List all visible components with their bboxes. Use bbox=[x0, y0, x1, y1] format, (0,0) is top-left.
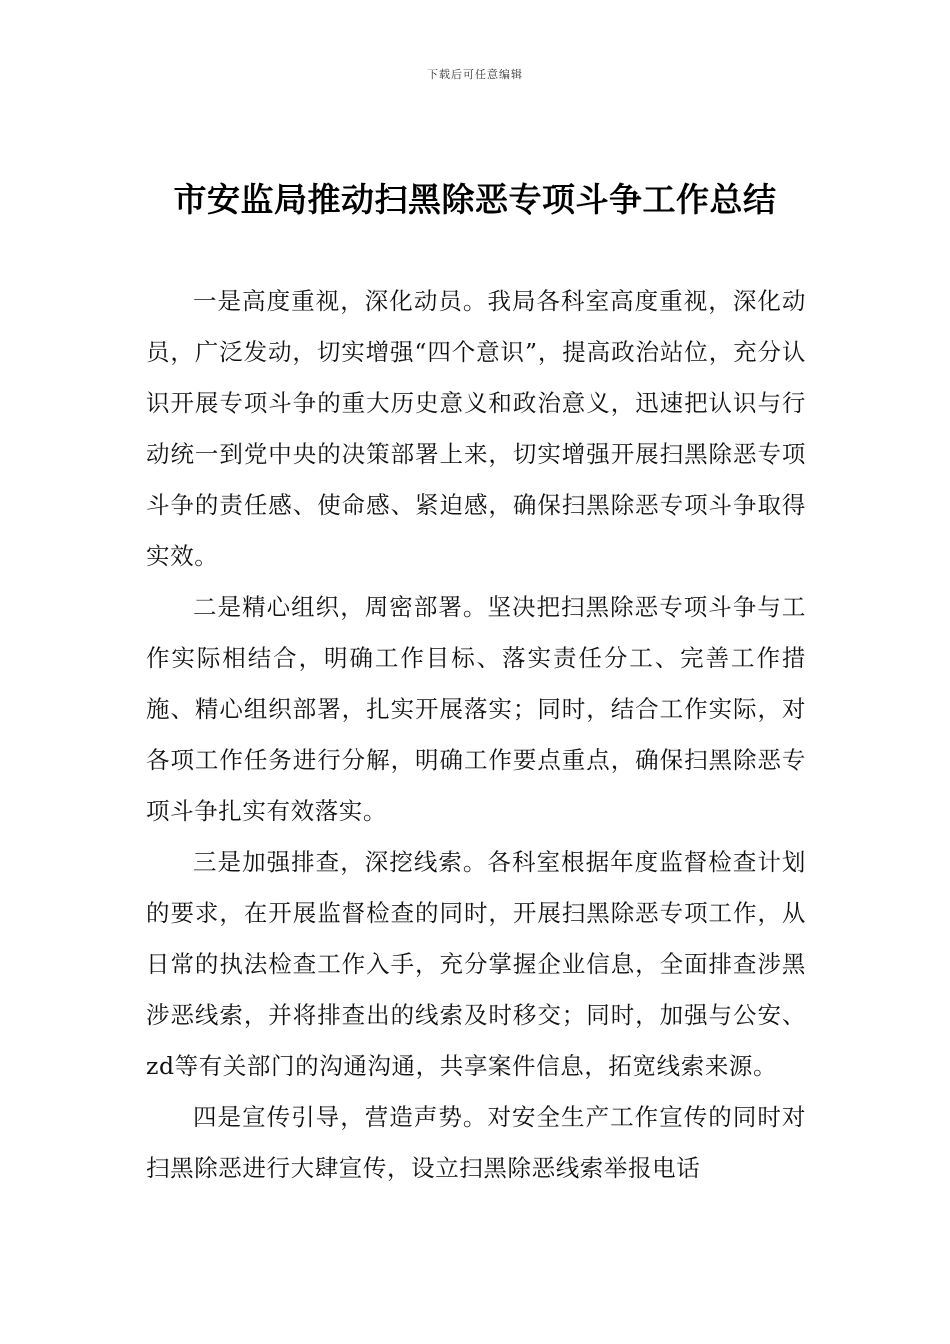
paragraph-2: 二是精心组织，周密部署。坚决把扫黑除恶专项斗争与工作实际相结合，明确工作目标、落实责任分工、完善工作措施、精心组织部署，扎实开展落实；同时，结合工作实际，对各项工作任务进行分解，明确工作要点重点，确保扫黑除恶专项斗争扎实有效落实。 bbox=[146, 593, 806, 825]
document-body bbox=[146, 276, 806, 1194]
paragraph-4: 四是宣传引导，营造声势。对安全生产工作宣传的同时对扫黑除恶进行大肆宣传，设立扫黑除恶线索举报电话 bbox=[146, 1103, 806, 1182]
header-note: 下载后可任意编辑 bbox=[427, 68, 523, 81]
document-title: 市安监局推动扫黑除恶专项斗争工作总结 bbox=[173, 180, 777, 219]
paragraph-3: 三是加强排查，深挖线索。各科室根据年度监督检查计划的要求，在开展监督检查的同时，开展扫黑除恶专项工作，从日常的执法检查工作入手，充分掌握企业信息，全面排查涉黑涉恶线索，并将排查出的线索及时移交；同时，加强与公安、zd等有关部门的沟通沟通，共享案件信息，拓宽线索来源。 bbox=[146, 848, 806, 1080]
paragraph-1: 一是高度重视，深化动员。我局各科室高度重视，深化动员，广泛发动，切实增强“四个意识”，提高政治站位，充分认识开展专项斗争的重大历史意义和政治意义，迅速把认识与行动统一到党中央的决策部署上来，切实增强开展扫黑除恶专项斗争的责任感、使命感、紧迫感，确保扫黑除恶专项斗争取得实效。 bbox=[146, 287, 806, 570]
